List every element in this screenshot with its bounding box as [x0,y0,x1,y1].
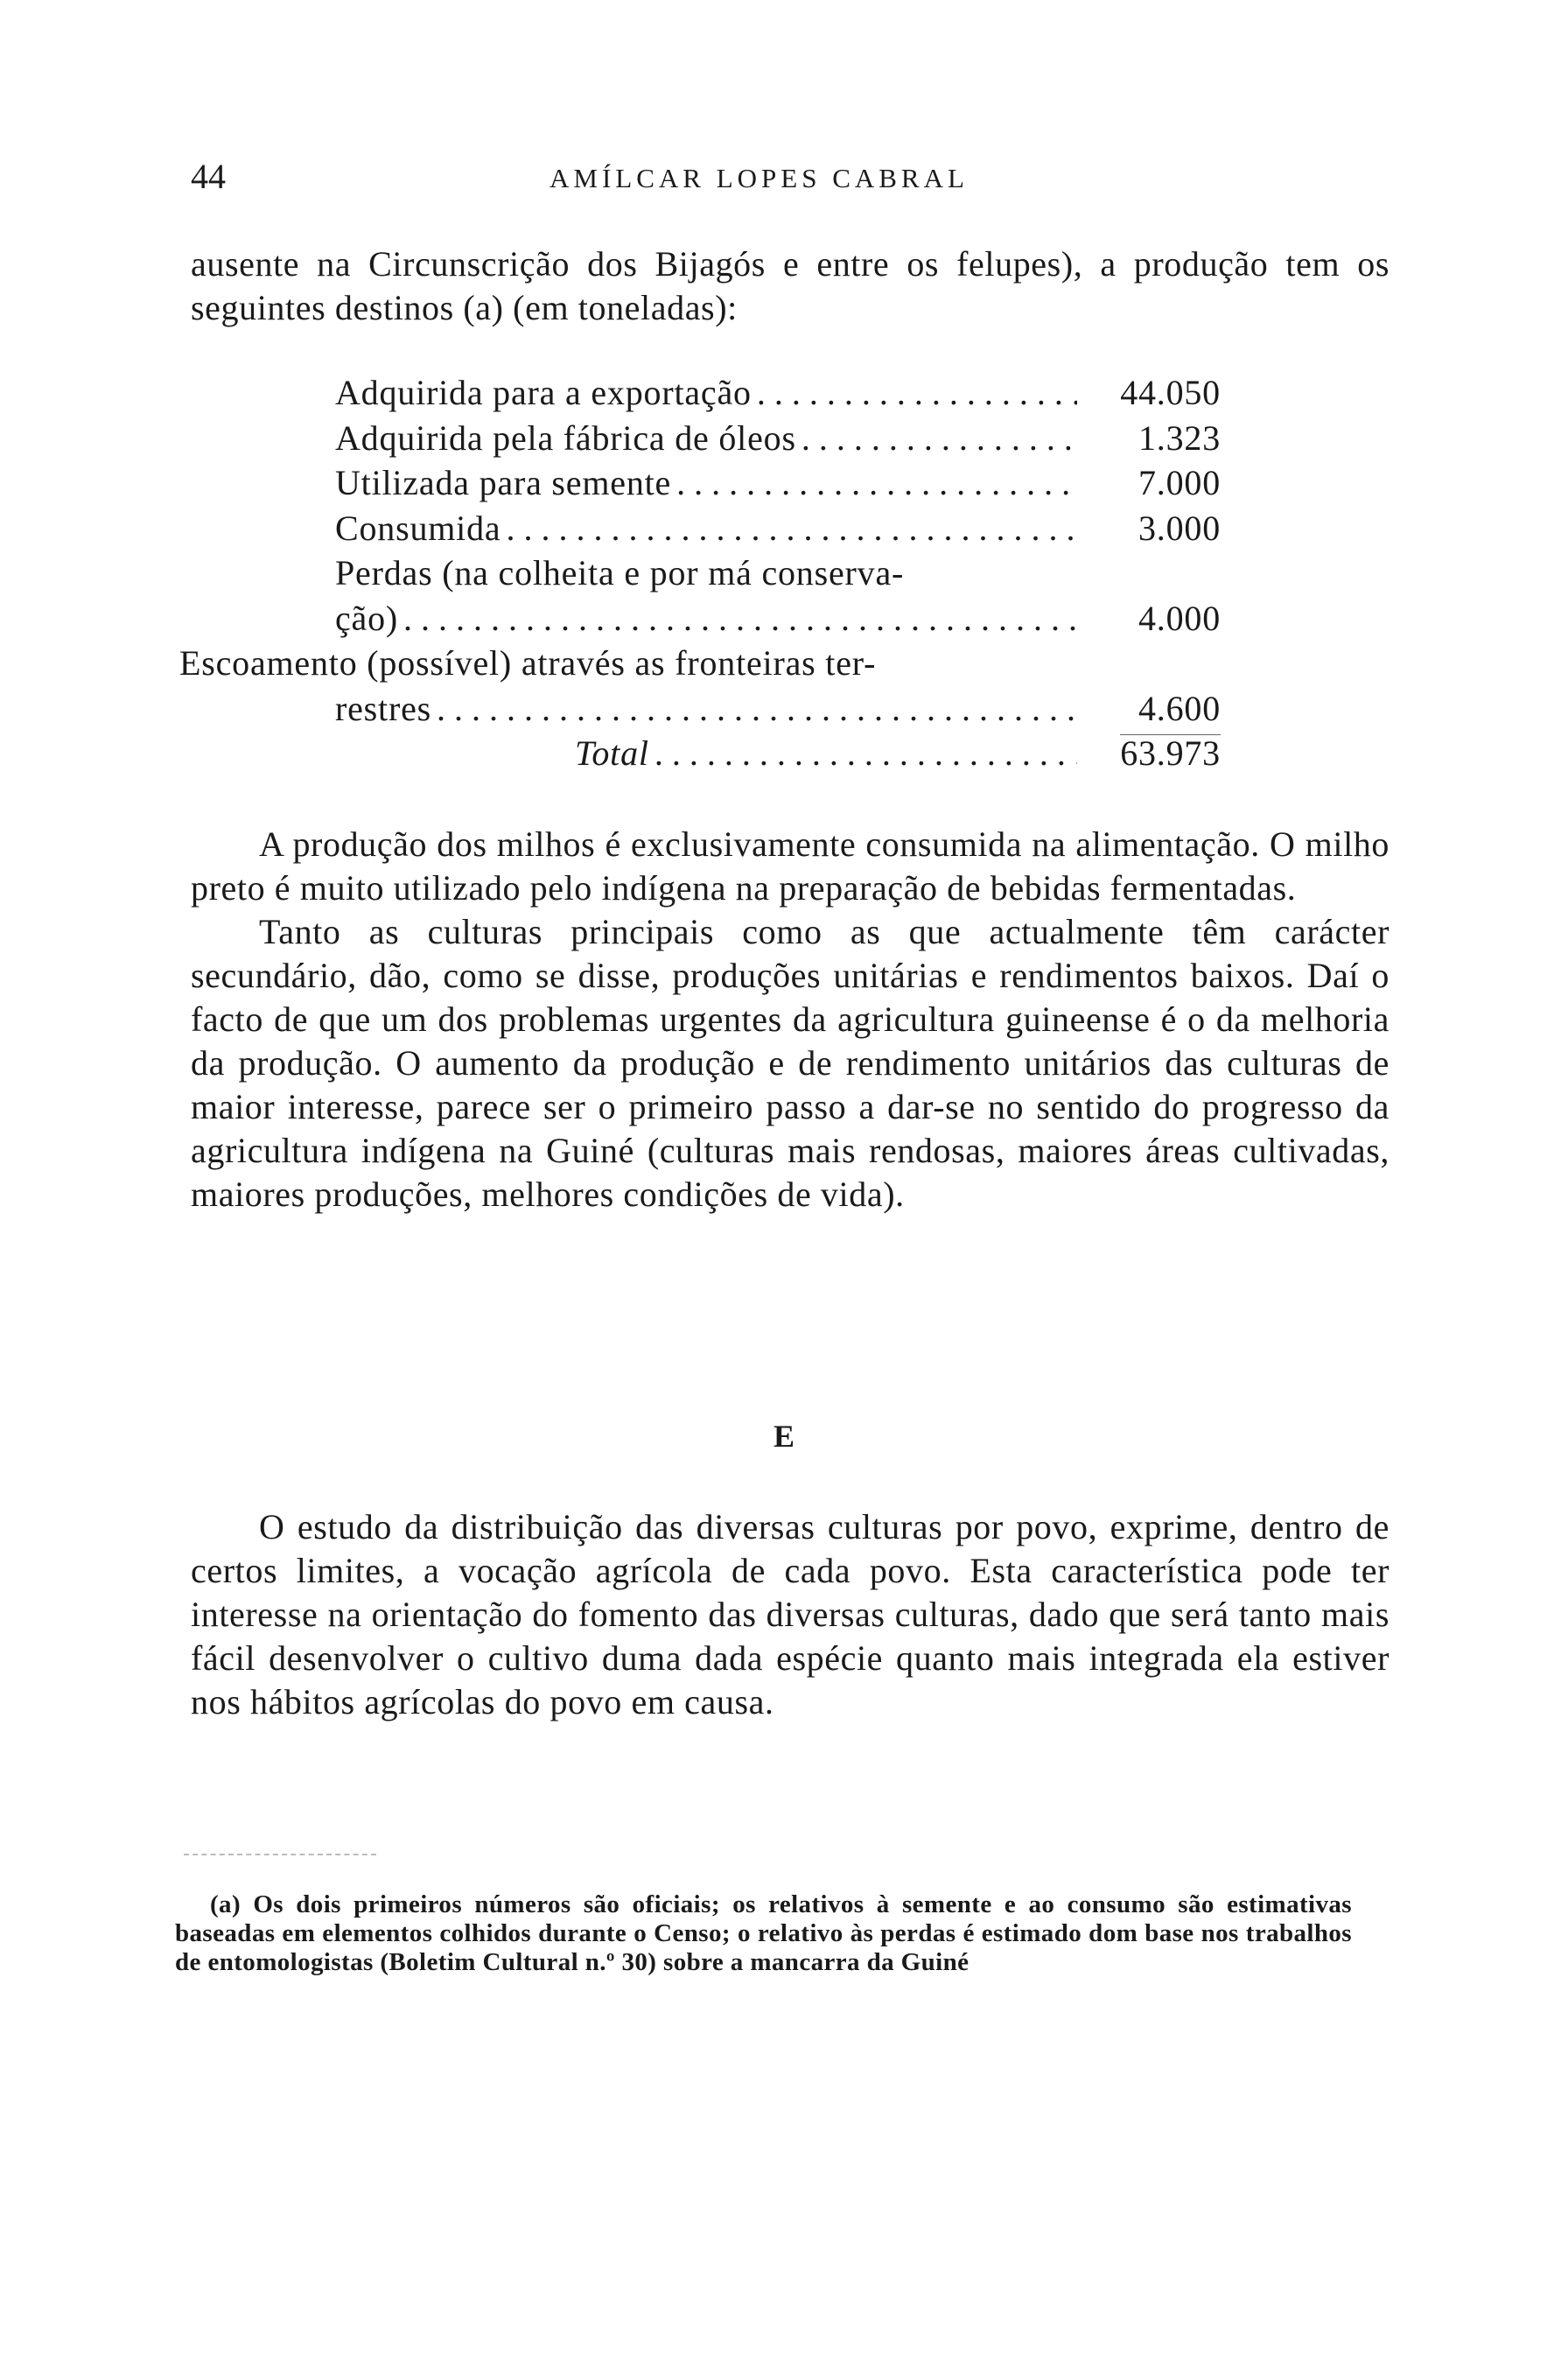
dot-leader [676,460,1077,506]
production-destinations-table [179,370,1221,776]
paragraph: A produção dos milhos é exclusivamente consumida na alimentação. O milho preto é muito utilizado pelo indígena na preparação de bebidas fermentadas. [191,824,1390,908]
table-row [179,460,1221,506]
row-value: 3.000 [1138,508,1221,548]
section-body [191,1505,1390,1724]
table-row [179,596,1221,642]
dot-leader [403,596,1077,642]
row-label-line1: Perdas (na colheita e por má conserva- [335,553,905,593]
row-value: 44.050 [1120,373,1221,412]
row-label: Consumida [335,508,501,548]
dot-leader [437,686,1077,732]
row-label-line1: Escoamento (possível) através as fronteiras ter- [179,643,877,683]
table-row [179,686,1221,732]
row-label: restres [335,688,431,728]
body-text [191,823,1390,1217]
row-label: Utilizada para semente [335,463,672,502]
section-heading: E [773,1419,794,1454]
row-label: Adquirida pela fábrica de óleos [335,417,796,458]
row-value: 4.000 [1138,598,1221,638]
row-value: 7.000 [1138,463,1221,502]
row-label: Adquirida para a exportação [335,373,752,412]
dot-leader [654,731,1077,776]
total-row [179,731,1221,776]
page-number: 44 [191,157,226,196]
paragraph: Tanto as culturas principais como as que actualmente têm carácter secundário, dão, como se disse, produções unitárias e rendimentos baixos. Daí o facto de que um dos problemas urgentes da agricultura guineense é o da melhoria da produção. O aumento da produção e de rendimento unitários das culturas de maior interesse, parece ser o primeiro passo a dar-se no sentido do progresso da agricultura indígena na Guiné (culturas mais rendosas, maiores áreas cultivadas, maiores produções, melhores condições de vida). [191,912,1390,1214]
table-row [179,416,1221,461]
table-row [179,370,1221,416]
footnote-rule [184,1854,376,1855]
footnote-text: (a) Os dois primeiros números são oficiais; os relativos à semente e ao consumo são estimativas baseadas em elementos colhidos durante o Censo; o relativo às perdas é estimado dom base nos trabalhos de entomologistas (Boletim Cultural n.º 30) sobre a mancarra da Guiné [175,1890,1352,1976]
table-row [179,506,1221,551]
row-value: 4.600 [1138,688,1221,728]
running-title: AMÍLCAR LOPES CABRAL [550,163,969,193]
total-label: Total [575,733,649,773]
dot-leader [506,506,1077,551]
intro-paragraph [191,242,1390,330]
intro-text: ausente na Circunscrição dos Bijagós e entre os felupes), a produção tem os seguintes destinos (a) (em toneladas): [191,244,1390,327]
dot-leader [802,416,1077,461]
sum-rule [1120,734,1221,735]
running-head [191,156,1390,205]
footnote [175,1890,1352,1977]
dot-leader [757,370,1077,416]
total-value: 63.973 [1120,733,1221,773]
paragraph: O estudo da distribuição das diversas culturas por povo, exprime, dentro de certos limites, a vocação agrícola de cada povo. Esta característica pode ter interesse na orientação do fomento das diversas culturas, dado que será tanto mais fácil desenvolver o cultivo duma dada espécie quanto mais integrada ela estiver nos hábitos agrícolas do povo em causa. [191,1507,1390,1721]
row-value: 1.323 [1138,417,1221,458]
row-label: ção) [335,598,399,638]
